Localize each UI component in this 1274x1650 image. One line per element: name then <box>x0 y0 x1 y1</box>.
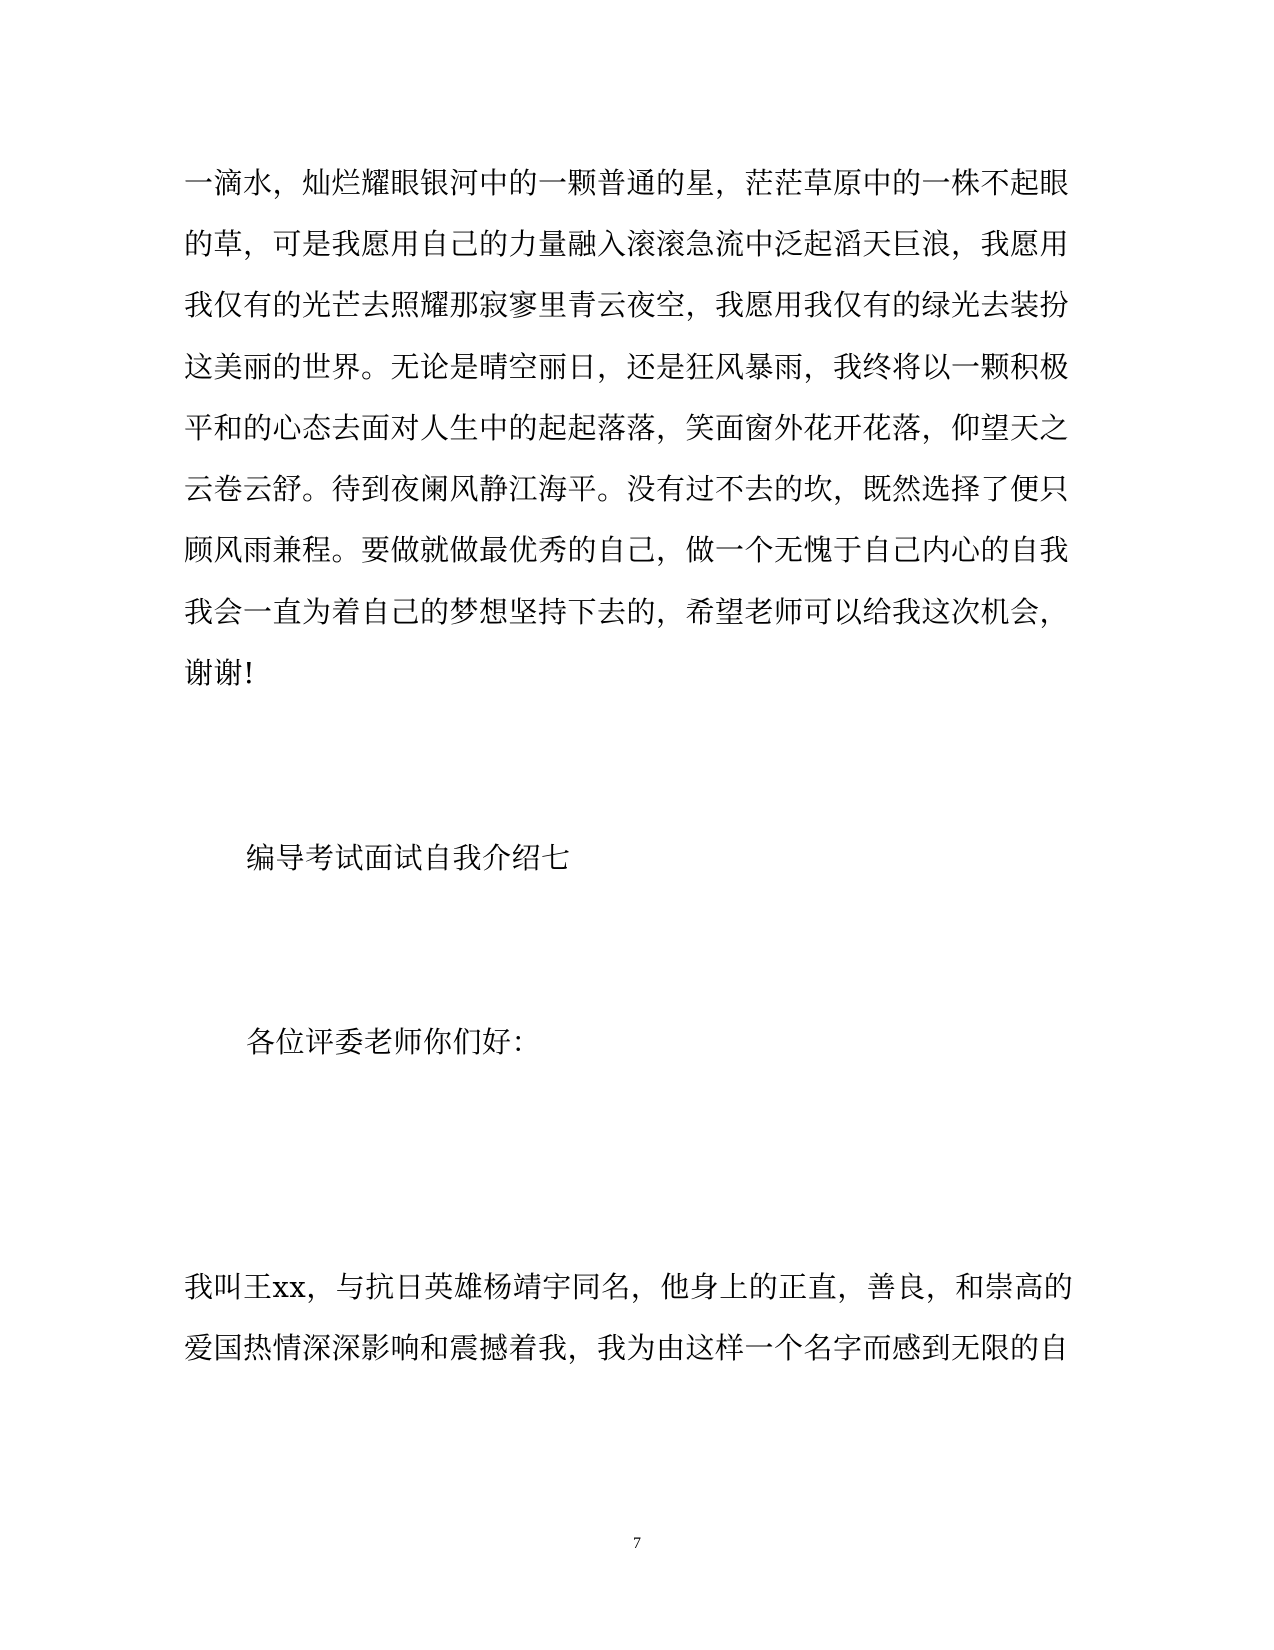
paragraph-line: 这美丽的世界。无论是晴空丽日，还是狂风暴雨，我终将以一颗积极 <box>184 350 1070 384</box>
paragraph-line: 谢谢! <box>184 656 256 690</box>
paragraph-line: 顾风雨兼程。要做就做最优秀的自己，做一个无愧于自己内心的自我 <box>184 533 1070 567</box>
paragraph-line: 爱国热情深深影响和震撼着我，我为由这样一个名字而感到无限的自 <box>184 1331 1070 1365</box>
paragraph-line: 我仅有的光芒去照耀那寂寥里青云夜空，我愿用我仅有的绿光去装扮 <box>184 288 1070 322</box>
greeting: 各位评委老师你们好： <box>246 1025 542 1059</box>
page-number: 7 <box>633 1535 641 1552</box>
paragraph-line: 的草，可是我愿用自己的力量融入滚滚急流中泛起滔天巨浪，我愿用 <box>184 227 1070 261</box>
paragraph-line: 我会一直为着自己的梦想坚持下去的，希望老师可以给我这次机会， <box>184 595 1070 629</box>
paragraph-line: 一滴水，灿烂耀眼银河中的一颗普通的星，茫茫草原中的一株不起眼 <box>184 166 1070 200</box>
paragraph-line: 平和的心态去面对人生中的起起落落，笑面窗外花开花落，仰望天之 <box>184 411 1070 445</box>
paragraph-line: 云卷云舒。待到夜阑风静江海平。没有过不去的坎，既然选择了便只 <box>184 472 1070 506</box>
paragraph-line: 我叫王xx，与抗日英雄杨靖宇同名，他身上的正直，善良，和崇高的 <box>184 1270 1074 1304</box>
section-title: 编导考试面试自我介绍七 <box>246 841 571 875</box>
